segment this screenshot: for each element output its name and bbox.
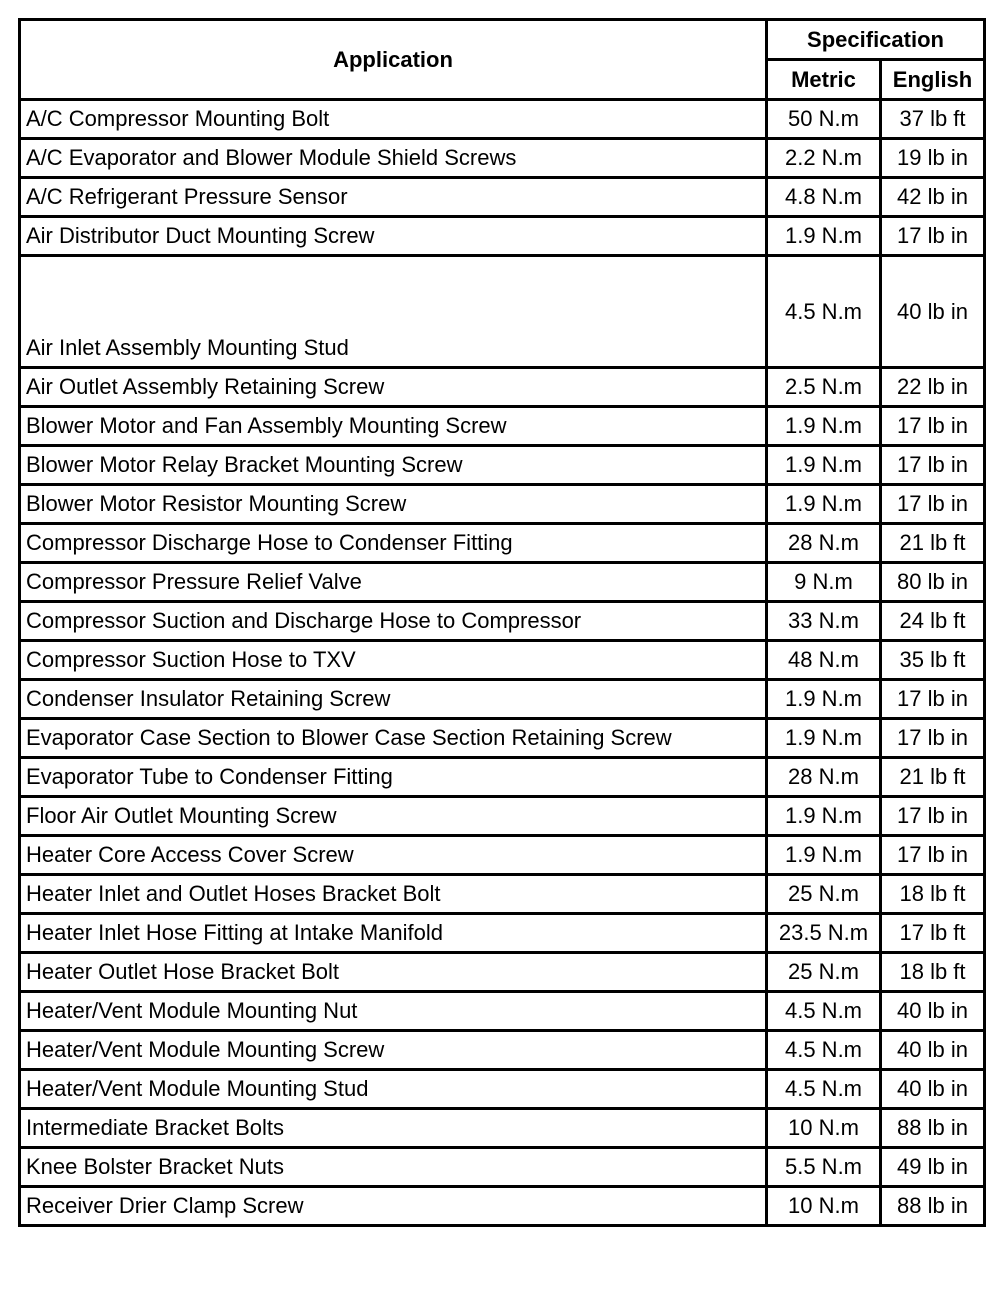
cell-metric: 28 N.m: [767, 758, 881, 797]
cell-english: 40 lb in: [881, 1031, 985, 1070]
cell-application: Receiver Drier Clamp Screw: [20, 1187, 767, 1226]
cell-english: 17 lb in: [881, 217, 985, 256]
cell-metric: 1.9 N.m: [767, 719, 881, 758]
cell-english: 37 lb ft: [881, 100, 985, 139]
torque-spec-table-container: [18, 18, 983, 1227]
cell-english: 35 lb ft: [881, 641, 985, 680]
cell-english: 42 lb in: [881, 178, 985, 217]
table-row: [20, 680, 985, 719]
table-row: [20, 407, 985, 446]
table-row: [20, 256, 985, 368]
cell-english: 18 lb ft: [881, 953, 985, 992]
cell-application: Air Inlet Assembly Mounting Stud: [20, 256, 767, 368]
table-row: [20, 641, 985, 680]
cell-english: 80 lb in: [881, 563, 985, 602]
cell-metric: 4.5 N.m: [767, 1070, 881, 1109]
cell-english: 21 lb ft: [881, 758, 985, 797]
table-row: [20, 992, 985, 1031]
table-row: [20, 446, 985, 485]
cell-application: Intermediate Bracket Bolts: [20, 1109, 767, 1148]
cell-english: 24 lb ft: [881, 602, 985, 641]
cell-metric: 1.9 N.m: [767, 485, 881, 524]
cell-application: Blower Motor Relay Bracket Mounting Screw: [20, 446, 767, 485]
cell-application: Air Distributor Duct Mounting Screw: [20, 217, 767, 256]
cell-metric: 23.5 N.m: [767, 914, 881, 953]
torque-spec-table: [18, 18, 986, 1227]
cell-metric: 4.5 N.m: [767, 1031, 881, 1070]
cell-application: Compressor Pressure Relief Valve: [20, 563, 767, 602]
table-row: [20, 836, 985, 875]
cell-metric: 33 N.m: [767, 602, 881, 641]
cell-english: 22 lb in: [881, 368, 985, 407]
table-header: [20, 20, 985, 100]
cell-english: 40 lb in: [881, 992, 985, 1031]
header-specification: Specification: [767, 20, 985, 60]
table-row: [20, 100, 985, 139]
cell-application: Heater Outlet Hose Bracket Bolt: [20, 953, 767, 992]
cell-metric: 1.9 N.m: [767, 407, 881, 446]
cell-english: 40 lb in: [881, 1070, 985, 1109]
cell-application: Condenser Insulator Retaining Screw: [20, 680, 767, 719]
cell-application: Knee Bolster Bracket Nuts: [20, 1148, 767, 1187]
cell-metric: 1.9 N.m: [767, 680, 881, 719]
cell-english: 40 lb in: [881, 256, 985, 368]
cell-application: Compressor Suction and Discharge Hose to Compressor: [20, 602, 767, 641]
table-row: [20, 758, 985, 797]
cell-english: 17 lb in: [881, 836, 985, 875]
cell-application: Compressor Discharge Hose to Condenser Fitting: [20, 524, 767, 563]
table-body: [20, 100, 985, 1226]
cell-english: 17 lb in: [881, 719, 985, 758]
cell-application: Compressor Suction Hose to TXV: [20, 641, 767, 680]
cell-application: Heater Inlet Hose Fitting at Intake Manifold: [20, 914, 767, 953]
cell-application: Heater/Vent Module Mounting Screw: [20, 1031, 767, 1070]
cell-application: Blower Motor and Fan Assembly Mounting Screw: [20, 407, 767, 446]
table-row: [20, 178, 985, 217]
table-row: [20, 602, 985, 641]
table-row: [20, 1109, 985, 1148]
cell-metric: 5.5 N.m: [767, 1148, 881, 1187]
cell-metric: 1.9 N.m: [767, 446, 881, 485]
header-english: English: [881, 60, 985, 100]
cell-metric: 10 N.m: [767, 1187, 881, 1226]
cell-metric: 25 N.m: [767, 953, 881, 992]
cell-metric: 10 N.m: [767, 1109, 881, 1148]
cell-metric: 1.9 N.m: [767, 217, 881, 256]
cell-metric: 4.8 N.m: [767, 178, 881, 217]
cell-application: Evaporator Case Section to Blower Case Section Retaining Screw: [20, 719, 767, 758]
cell-application: A/C Refrigerant Pressure Sensor: [20, 178, 767, 217]
cell-english: 21 lb ft: [881, 524, 985, 563]
cell-english: 17 lb in: [881, 797, 985, 836]
cell-english: 17 lb in: [881, 407, 985, 446]
cell-application: A/C Compressor Mounting Bolt: [20, 100, 767, 139]
table-row: [20, 368, 985, 407]
cell-english: 49 lb in: [881, 1148, 985, 1187]
table-row: [20, 1070, 985, 1109]
cell-english: 88 lb in: [881, 1109, 985, 1148]
table-row: [20, 875, 985, 914]
cell-metric: 48 N.m: [767, 641, 881, 680]
table-row: [20, 1187, 985, 1226]
header-metric: Metric: [767, 60, 881, 100]
cell-metric: 2.2 N.m: [767, 139, 881, 178]
cell-metric: 1.9 N.m: [767, 836, 881, 875]
cell-application: Blower Motor Resistor Mounting Screw: [20, 485, 767, 524]
cell-metric: 2.5 N.m: [767, 368, 881, 407]
cell-english: 17 lb in: [881, 446, 985, 485]
table-row: [20, 217, 985, 256]
table-row: [20, 1148, 985, 1187]
cell-metric: 4.5 N.m: [767, 256, 881, 368]
table-row: [20, 1031, 985, 1070]
cell-metric: 28 N.m: [767, 524, 881, 563]
cell-application: A/C Evaporator and Blower Module Shield Screws: [20, 139, 767, 178]
cell-application: Heater Inlet and Outlet Hoses Bracket Bolt: [20, 875, 767, 914]
cell-english: 18 lb ft: [881, 875, 985, 914]
cell-metric: 4.5 N.m: [767, 992, 881, 1031]
table-row: [20, 524, 985, 563]
table-row: [20, 139, 985, 178]
cell-application: Heater Core Access Cover Screw: [20, 836, 767, 875]
cell-application: Air Outlet Assembly Retaining Screw: [20, 368, 767, 407]
table-row: [20, 485, 985, 524]
cell-english: 19 lb in: [881, 139, 985, 178]
table-row: [20, 914, 985, 953]
cell-english: 88 lb in: [881, 1187, 985, 1226]
header-application: Application: [20, 20, 767, 100]
cell-application: Evaporator Tube to Condenser Fitting: [20, 758, 767, 797]
cell-english: 17 lb in: [881, 680, 985, 719]
cell-application: Heater/Vent Module Mounting Stud: [20, 1070, 767, 1109]
cell-metric: 50 N.m: [767, 100, 881, 139]
table-row: [20, 719, 985, 758]
cell-application: Heater/Vent Module Mounting Nut: [20, 992, 767, 1031]
cell-metric: 25 N.m: [767, 875, 881, 914]
table-row: [20, 797, 985, 836]
cell-metric: 1.9 N.m: [767, 797, 881, 836]
cell-metric: 9 N.m: [767, 563, 881, 602]
cell-english: 17 lb ft: [881, 914, 985, 953]
table-row: [20, 563, 985, 602]
cell-application: Floor Air Outlet Mounting Screw: [20, 797, 767, 836]
cell-english: 17 lb in: [881, 485, 985, 524]
table-row: [20, 953, 985, 992]
